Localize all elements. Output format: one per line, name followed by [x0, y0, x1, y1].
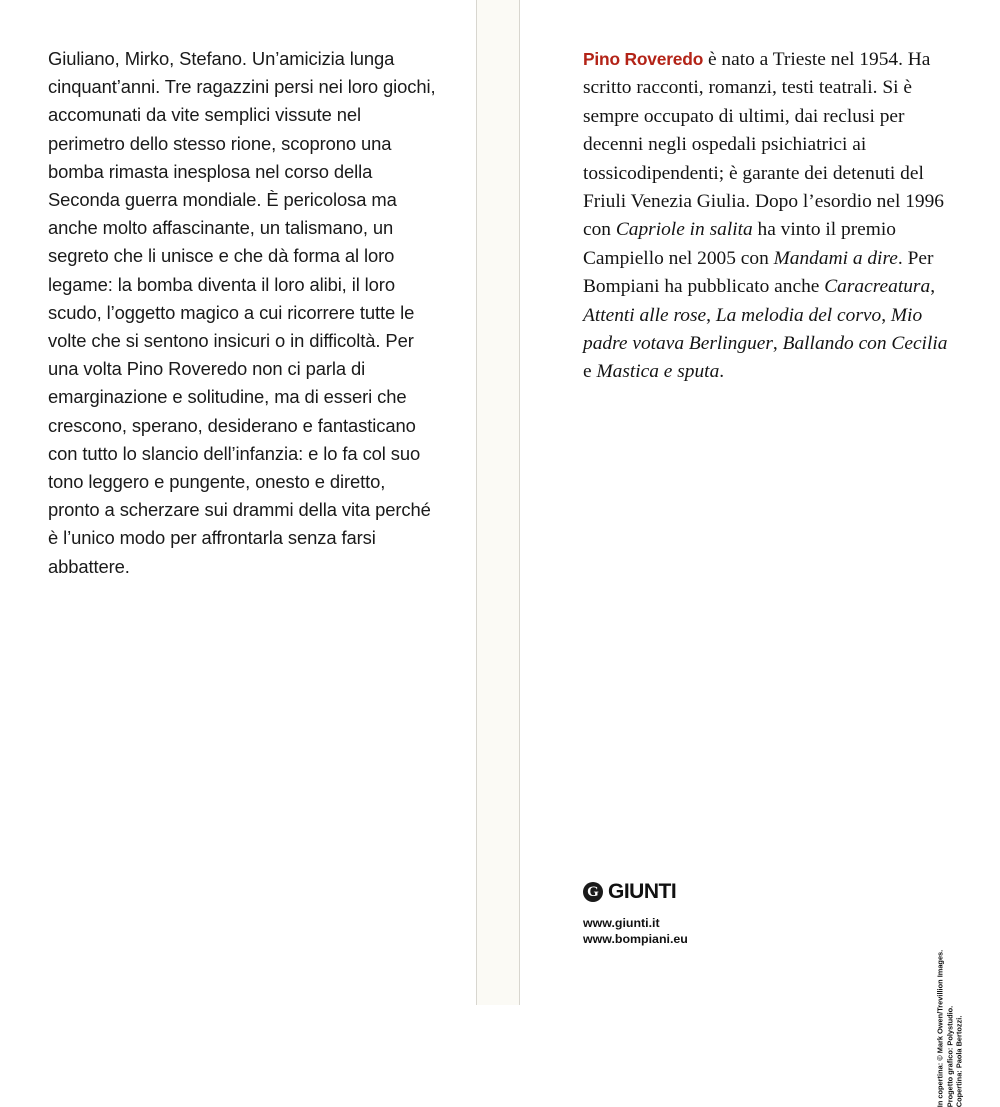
author-name: Pino Roveredo	[583, 49, 704, 69]
book-title-7: Ballando con Cecilia	[782, 333, 948, 355]
book-title-8: Mastica e sputa	[596, 361, 720, 383]
giunti-circle-icon: G	[583, 882, 603, 902]
bio-text-2: ha vinto il premio Campiello nel 2005 con	[583, 219, 896, 269]
book-title-6: Mio padre votava Berlinguer	[583, 304, 923, 355]
back-cover-blurb	[48, 45, 438, 581]
author-bio	[583, 45, 955, 387]
url-giunti[interactable]: www.giunti.it	[583, 916, 660, 930]
bio-sep-4: ,	[772, 333, 783, 355]
book-title-4: Attenti alle rose	[583, 304, 707, 326]
publisher-urls	[583, 916, 843, 947]
book-title-3: Caracreatura	[824, 276, 931, 298]
url-bompiani[interactable]: www.bompiani.eu	[583, 931, 688, 946]
bio-text-1: è nato a Trieste nel 1954. Ha scritto racconti, romanzi, testi teatrali. Si è sempre occupato di ultimi, dai reclusi per decenni negli ospedali psichiatrici ai tossicodipendenti; è garante dei detenuti del Friuli Venezia Giulia. Dopo l’esordio nel 1996 con	[583, 49, 944, 241]
publisher-logo	[583, 880, 843, 904]
credit-line-2: Progetto grafico: Polystudio.	[944, 1005, 954, 1107]
book-title-5: La melodia del corvo	[715, 304, 882, 326]
spine-band	[477, 0, 519, 1005]
credit-line-1: In copertina: © Mark Owen/Trevillion Images.	[935, 950, 945, 1107]
cover-credits	[935, 950, 964, 1107]
bio-sep-5: e	[583, 361, 597, 383]
fold-line-left	[476, 0, 477, 1005]
bio-sep-3: ,	[881, 304, 891, 326]
blurb-text: Giuliano, Mirko, Stefano. Un’amicizia lunga cinquant’anni. Tre ragazzini persi nei loro giochi, accomunati da vite semplici vissute nel perimetro dello stesso rione, scoprono una bomba rimasta inesplosa nel corso della Seconda guerra mondiale. È pericolosa ma anche molto affascinante, un talismano, un segreto che li unisce e che dà forma al loro legame: la bomba diventa il loro alibi, il loro scudo, l’oggetto magico a cui ricorrere tutte le volte che si sentono insicuri o in difficoltà. Per una volta Pino Roveredo non ci parla di emarginazione e solitudine, ma di esseri che crescono, sperano, desiderano e fantasticano con tutto lo slancio dell’infanzia: e lo fa col suo tono leggero e pungente, onesto e diretto, pronto a scherzare sui drammi della vita perché è l’unico modo per affrontarla senza farsi abbattere.	[48, 48, 436, 577]
book-title-1: Capriole in salita	[615, 219, 753, 241]
publisher-name: GIUNTI	[608, 880, 677, 903]
publisher-block	[583, 880, 843, 947]
bio-sep-2: ,	[706, 304, 716, 326]
bio-sep-1: ,	[930, 276, 936, 298]
bio-paragraph	[583, 45, 955, 387]
fold-line-right	[519, 0, 520, 1005]
credit-line-3: Copertina: Paola Bertozzi.	[954, 1015, 964, 1107]
bio-text-end: .	[719, 361, 725, 383]
book-title-2: Mandami a dire	[773, 247, 898, 269]
bio-text-3: . Per Bompiani ha pubblicato anche	[583, 247, 934, 298]
